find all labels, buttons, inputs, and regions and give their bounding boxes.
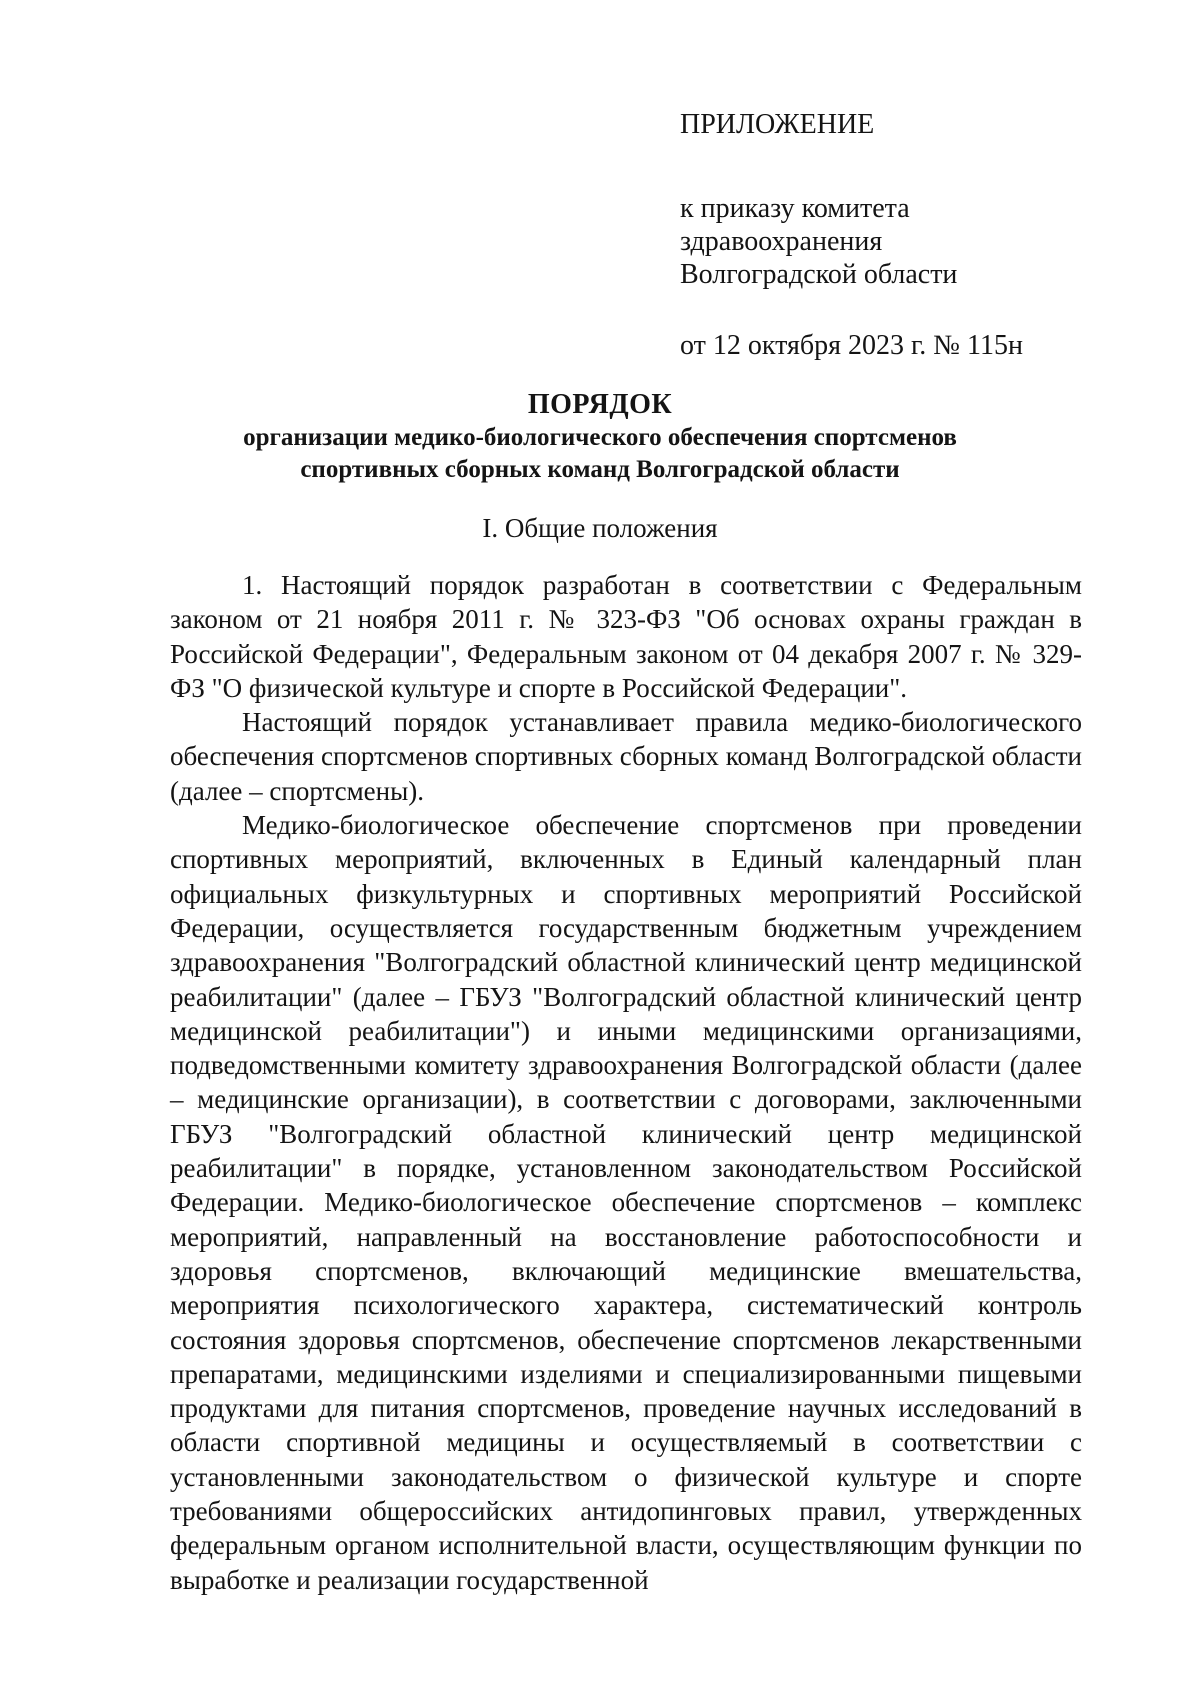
document-subtitle-line: организации медико-биологического обеспечения спортсменов (243, 424, 957, 451)
document-heading (150, 388, 1050, 486)
section-heading: I. Общие положения (482, 513, 718, 543)
appendix-ref-line: Волгоградской области (680, 259, 958, 290)
appendix-reference (680, 192, 1150, 291)
paragraph: Медико-биологическое обеспечение спортсменов при проведении спортивных мероприятий, включенных в Единый календарный план официальных физкультурных и спортивных мероприятий Российской Федерации, осуществляется государственным бюджетным учреждением здравоохранения "Волгоградский областной клинический центр медицинской реабилитации" (далее – ГБУЗ "Волгоградский областной клинический центр медицинской реабилитации") и иными медицинскими организациями, подведомственными комитету здравоохранения Волгоградской области (далее – медицинские организации), в соответствии с договорами, заключенными ГБУЗ "Волгоградский областной клинический центр медицинской реабилитации" в порядке, установленном законодательством Российской Федерации. Медико-биологическое обеспечение спортсменов – комплекс мероприятий, направленный на восстановление работоспособности и здоровья спортсменов, включающий медицинские вмешательства, мероприятия психологического характера, систематический контроль состояния здоровья спортсменов, обеспечение спортсменов лекарственными препаратами, медицинскими изделиями и специализированными пищевыми продуктами для питания спортсменов, проведение научных исследований в области спортивной медицины и осуществляемый в соответствии с установленными законодательством о физической культуре и спорте требованиями общероссийских антидопинговых правил, утвержденных федеральным органом исполнительной власти, осуществляющим функции по выработке и реализации государственной (170, 810, 1082, 1595)
appendix-block (680, 108, 1150, 363)
paragraph: Настоящий порядок устанавливает правила медико-биологического обеспечения спортсменов спортивных сборных команд Волгоградской области (далее – спортсмены). (170, 707, 1082, 806)
appendix-ref-line: здравоохранения (680, 226, 883, 257)
paragraph: 1. Настоящий порядок разработан в соответствии с Федеральным законом от 21 ноября 2011 г. № 323-ФЗ "Об основах охраны граждан в Российской Федерации", Федеральным законом от 04 декабря 2007 г. № 329-ФЗ "О физической культуре и спорте в Российской Федерации". (170, 570, 1082, 703)
order-date-number: от 12 октября 2023 г. № 115н (680, 330, 1023, 361)
document-subtitle-line: спортивных сборных команд Волгоградской области (300, 456, 900, 483)
document-title: ПОРЯДОК (527, 389, 673, 420)
appendix-title: ПРИЛОЖЕНИЕ (680, 109, 875, 140)
document-body (170, 568, 1082, 1597)
appendix-ref-line: к приказу комитета (680, 193, 910, 224)
